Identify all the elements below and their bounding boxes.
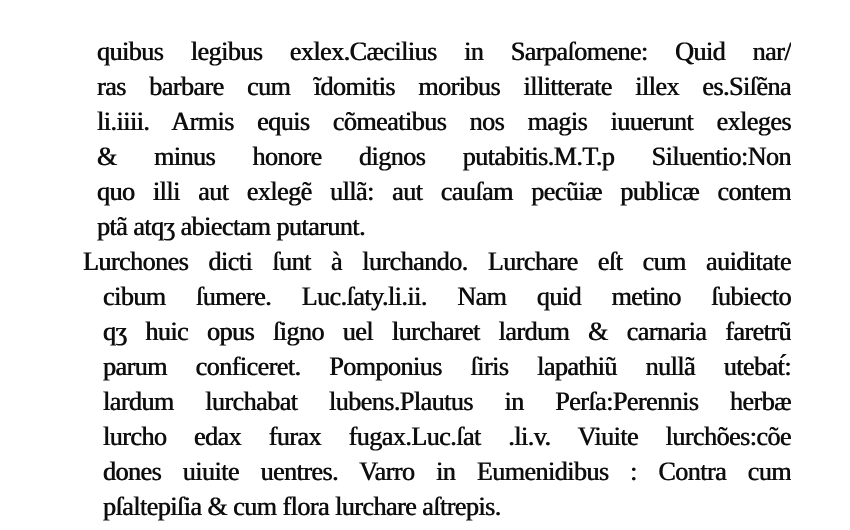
text-line: dones uiuite uentres. Varro in Eumenidibus : Contra cum [103,457,791,486]
text-line: quo illi aut exlegẽ ullã: aut cauſam pecũiæ publicæ contem [97,177,791,206]
text-line: ptã atqʒ abiectam putarunt. [97,212,366,241]
text-line: qʒ huic opus ſigno uel lurcharet lardum & carnaria faretrũ [103,317,791,346]
text-line: & minus honore dignos putabitis.M.T.p Siluentio:Non [97,142,791,171]
text-line: Lurchones dicti ſunt à lurchando. Lurchare eſt cum auiditate [83,247,791,276]
text-line: parum conficeret. Pomponius ſiris lapathiũ nullã utebat́: [103,352,791,381]
text-line: lurcho edax furax fugax.Luc.ſat .li.v. Viuite lurchões:cõe [103,422,791,451]
text-line: pſaltepiſia & cum flora lurchare aſtrepis. [103,492,501,521]
text-line: quibus legibus exlex.Cæcilius in Sarpaſomene: Quid nar/ [97,37,791,66]
text-line: li.iiii. Armis equis cõmeatibus nos magis iuuerunt exleges [97,107,791,136]
text-line: ras barbare cum ĩdomitis moribus illitterate illex es.Siſẽna [97,72,791,101]
text-line: cibum ſumere. Luc.ſaty.li.ii. Nam quid metino ſubiecto [103,282,791,311]
text-line: lardum lurchabat lubens.Plautus in Perſa:Perennis herbæ [103,387,791,416]
text-block [83,34,791,524]
